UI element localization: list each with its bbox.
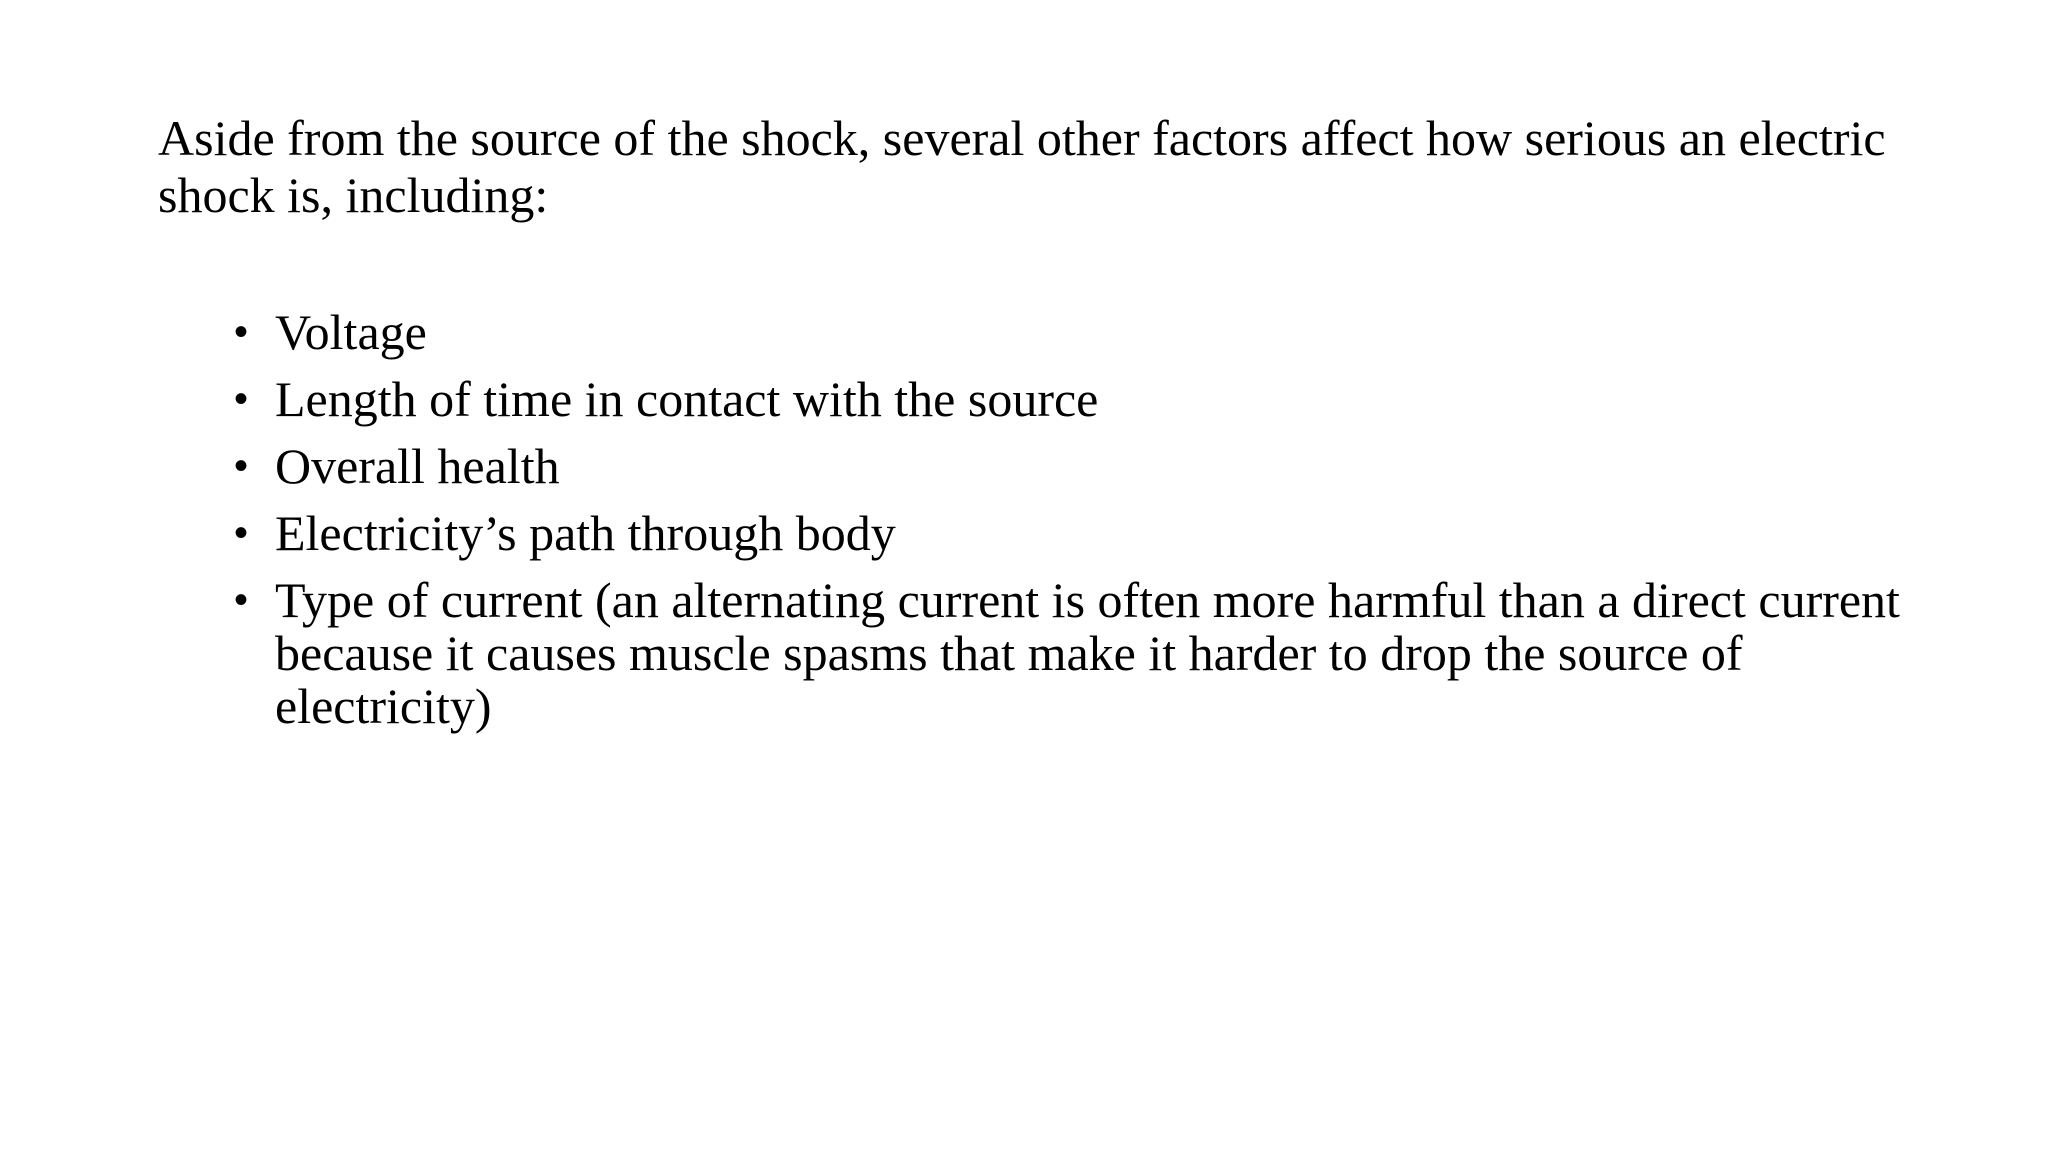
bullet-icon: • [234,377,249,421]
factor-text: Electricity’s path through body [275,505,896,561]
list-item [158,440,1918,493]
bullet-icon: • [234,444,249,488]
bullet-icon: • [234,511,249,555]
intro-paragraph: Aside from the source of the shock, several other factors affect how serious an electric shock is, including: [158,110,1886,223]
factor-text: Overall health [275,438,560,494]
list-item [158,574,1918,733]
factor-text: Type of current (an alternating current is often more harmful than a direct current because it causes muscle spasms that make it harder to drop the source of electricity) [275,572,1900,734]
list-item [158,306,1918,359]
list-item [158,373,1918,426]
bullet-icon: • [234,578,249,622]
bullet-icon: • [234,310,249,354]
factor-list [158,306,1918,747]
factor-text: Length of time in contact with the source [275,371,1099,427]
list-item [158,507,1918,560]
factor-text: Voltage [275,304,427,360]
